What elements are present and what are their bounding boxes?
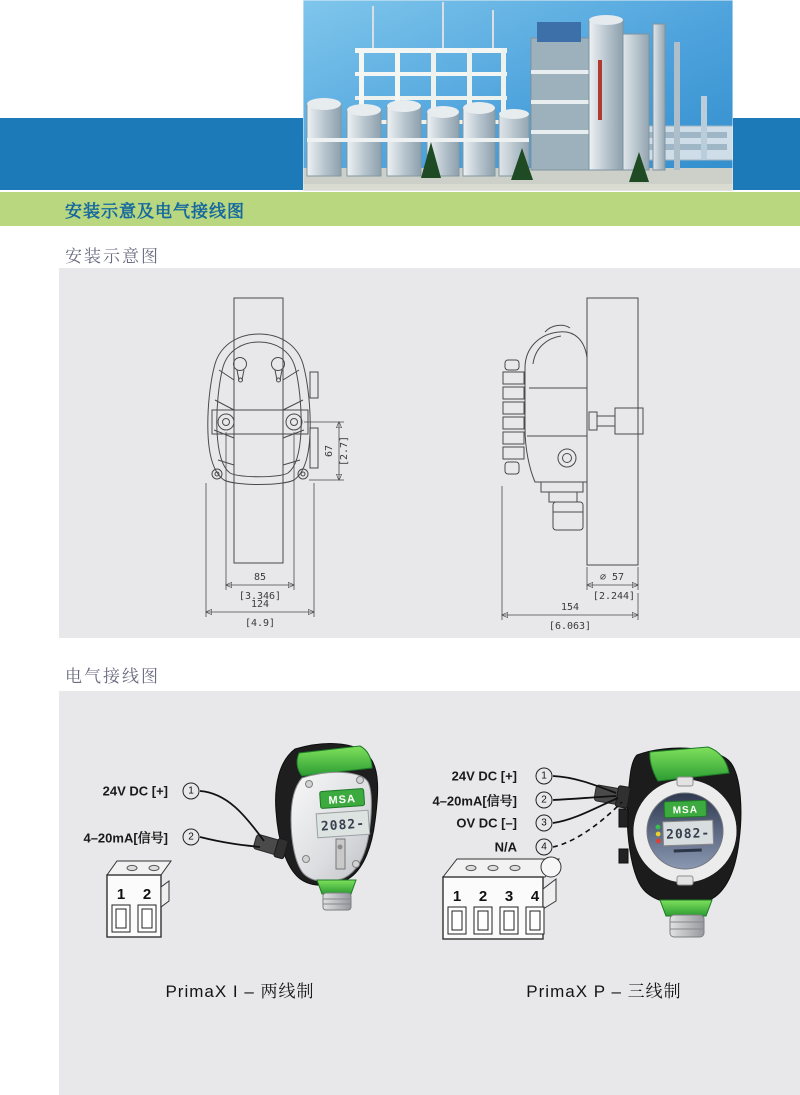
dim-depth-inch: [6.063]	[548, 621, 592, 632]
wire-1-left	[200, 791, 264, 841]
terminal-number: 4	[530, 888, 540, 905]
wiring-illustrations	[59, 691, 800, 1095]
pole-front	[234, 298, 283, 563]
wire-3-right	[553, 798, 618, 823]
device-i-display-group	[315, 788, 370, 838]
install-section-title: 安装示意图	[65, 247, 160, 266]
dim-pole-dia-value: ⌀ 57	[599, 572, 625, 583]
wire-label-24v-left: 24V DC [+]	[102, 783, 168, 799]
terminal-number: 2	[478, 888, 488, 905]
wire-number-1-left: 1	[183, 783, 200, 800]
pole-clamp	[589, 408, 643, 434]
sight-glass-inner	[563, 454, 572, 463]
wire-4-right-dashed	[553, 802, 622, 847]
wire-number-1-right: 1	[536, 768, 553, 785]
process-towers	[531, 15, 680, 170]
terminal-hole	[488, 865, 498, 870]
dim-height-value: 67	[324, 444, 335, 458]
device-i-latch-screw	[338, 845, 343, 850]
wire-number-2-left: 2	[183, 829, 200, 846]
ground-edge	[303, 184, 733, 191]
dim-width-inner	[226, 432, 294, 602]
dim-width-inner-inch: [3.346]	[238, 591, 282, 602]
msa-logo: MSA	[328, 793, 357, 807]
install-panel	[59, 268, 800, 638]
device-primax-p	[553, 747, 741, 937]
device-i-sensor	[323, 893, 351, 910]
wire-label-signal-left: 4–20mA[信号]	[83, 830, 168, 846]
keyhole-slots	[234, 358, 285, 383]
device-p-hinge-upper	[619, 809, 628, 827]
terminal-number: 3	[504, 888, 514, 905]
dim-width-outer-inch: [4.9]	[244, 618, 276, 629]
section-banner	[0, 192, 800, 226]
device-cap-line	[545, 325, 570, 332]
sight-glass	[558, 449, 576, 467]
wire-number-4-right: 4	[536, 839, 553, 856]
wire-label-signal-right: 4–20mA[信号]	[432, 793, 517, 809]
side-tab-lower	[310, 428, 318, 468]
front-view-drawing	[206, 298, 350, 629]
device-primax-i	[200, 744, 378, 910]
plant-photo-illustration	[303, 0, 733, 191]
dim-depth	[502, 486, 638, 632]
side-tab-upper	[310, 372, 318, 398]
wire-number-3-right: 3	[536, 815, 553, 832]
caption-primax-i: PrimaX I – 两线制	[165, 982, 315, 1001]
wiring-panel	[59, 691, 800, 1095]
device-sensor-stack	[541, 482, 583, 530]
dim-depth-value: 154	[560, 602, 580, 613]
terminal-number: 2	[142, 886, 152, 903]
terminal-block-2pos	[107, 861, 171, 937]
lcd-value: 2082-	[665, 826, 711, 843]
terminal-hole	[127, 865, 137, 870]
dim-width-outer	[206, 483, 314, 629]
wiring-section-title: 电气接线图	[65, 667, 160, 686]
device-i-collar	[317, 880, 356, 894]
device-p-clip-top	[677, 777, 693, 786]
terminal-hole	[466, 865, 476, 870]
dim-height-inch: [2.7]	[339, 435, 350, 467]
msa-logo: MSA	[672, 804, 699, 817]
lcd-value: 2082-	[320, 816, 366, 835]
dim-pole-dia	[587, 567, 638, 602]
plant-photo	[303, 0, 733, 191]
dim-width-outer-value: 124	[250, 599, 270, 610]
device-p-hinge-lower	[619, 849, 628, 863]
device-p-sensor	[670, 915, 704, 937]
terminal-hole	[510, 865, 520, 870]
pole-side	[587, 298, 638, 565]
install-drawings	[59, 268, 800, 638]
dim-height	[304, 422, 350, 480]
device-ribs	[503, 360, 524, 474]
dim-width-inner-value: 85	[253, 572, 267, 583]
section-banner-title: 安装示意及电气接线图	[65, 201, 245, 221]
wire-label-na-right: N/A	[494, 839, 517, 855]
wire-label-24v-right: 24V DC [+]	[451, 768, 517, 784]
terminal-4pos-tab	[543, 879, 556, 909]
side-view-drawing	[502, 298, 643, 632]
dim-pole-dia-inch: [2.244]	[592, 591, 636, 602]
terminal-block-4pos	[443, 857, 561, 939]
terminal-2pos-top	[107, 861, 171, 875]
terminal-2pos-tab	[161, 881, 169, 907]
terminal-hole	[149, 865, 159, 870]
terminal-knockout	[541, 857, 561, 877]
terminal-number: 1	[116, 886, 126, 903]
wire-number-2-right: 2	[536, 792, 553, 809]
device-i-latch	[336, 839, 345, 869]
terminal-number: 1	[452, 888, 462, 905]
caption-primax-p: PrimaX P – 三线制	[526, 982, 682, 1001]
bracket-webs	[214, 370, 304, 465]
wire-label-0v-right: OV DC [–]	[456, 815, 517, 831]
bracket-inner-outline	[217, 342, 301, 477]
device-p-clip-bottom	[677, 876, 693, 885]
device-p-collar	[660, 900, 712, 916]
device-side-body	[525, 332, 587, 482]
wire-2-left	[200, 837, 260, 847]
